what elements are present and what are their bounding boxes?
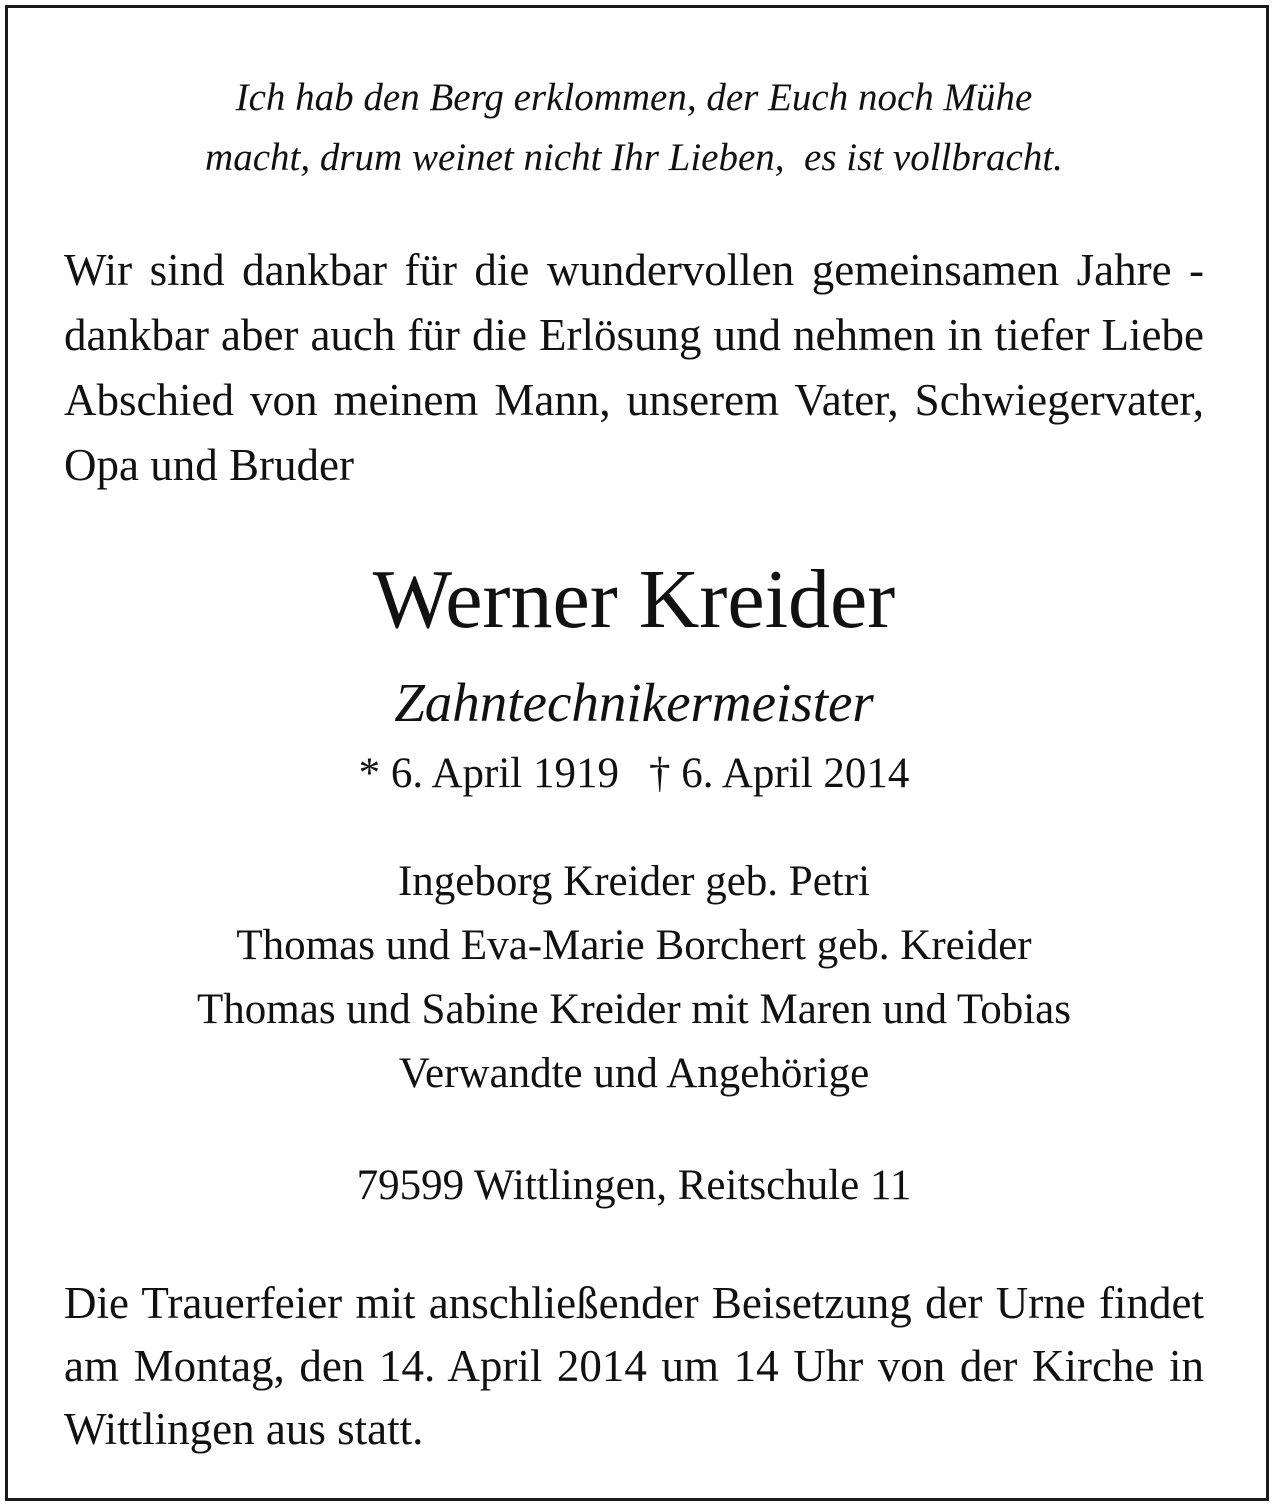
life-dates — [64, 742, 1204, 806]
mourner-line: Thomas und Sabine Kreider mit Maren und Tobias — [197, 986, 1071, 1033]
mourner-line: Ingeborg Kreider geb. Petri — [397, 858, 871, 905]
death-date: † 6. April 2014 — [649, 750, 910, 797]
memorial-quote — [64, 68, 1204, 188]
intro-paragraph: Wir sind dankbar für die wundervollen gemeinsamen Jahre - dankbar aber auch für die Erlösung und nehmen in tiefer Liebe Abschied von meinem Mann, unserem Vater, Schwiegervater, Opa und Bruder — [64, 245, 1204, 490]
birth-date: * 6. April 1919 — [358, 750, 619, 797]
quote-line-2: macht, drum weinet nicht Ihr Lieben, es ist vollbracht. — [205, 136, 1063, 179]
quote-line-1: Ich hab den Berg erklommen, der Euch noch Mühe — [235, 76, 1033, 119]
funeral-service-paragraph: Die Trauerfeier mit anschließender Beisetzung der Urne findet am Montag, den 14. April 2014 um 14 Uhr von der Kirche in Wittlingen aus statt. — [64, 1278, 1204, 1454]
mourners-list — [64, 850, 1204, 1106]
deceased-name: Werner Kreider — [372, 553, 896, 646]
deceased-profession: Zahntechnikermeister — [394, 672, 874, 733]
family-address: 79599 Wittlingen, Reitschule 11 — [356, 1162, 912, 1209]
mourner-line: Thomas und Eva-Marie Borchert geb. Kreider — [236, 922, 1032, 969]
mourner-line: Verwandte und Angehörige — [398, 1050, 870, 1097]
